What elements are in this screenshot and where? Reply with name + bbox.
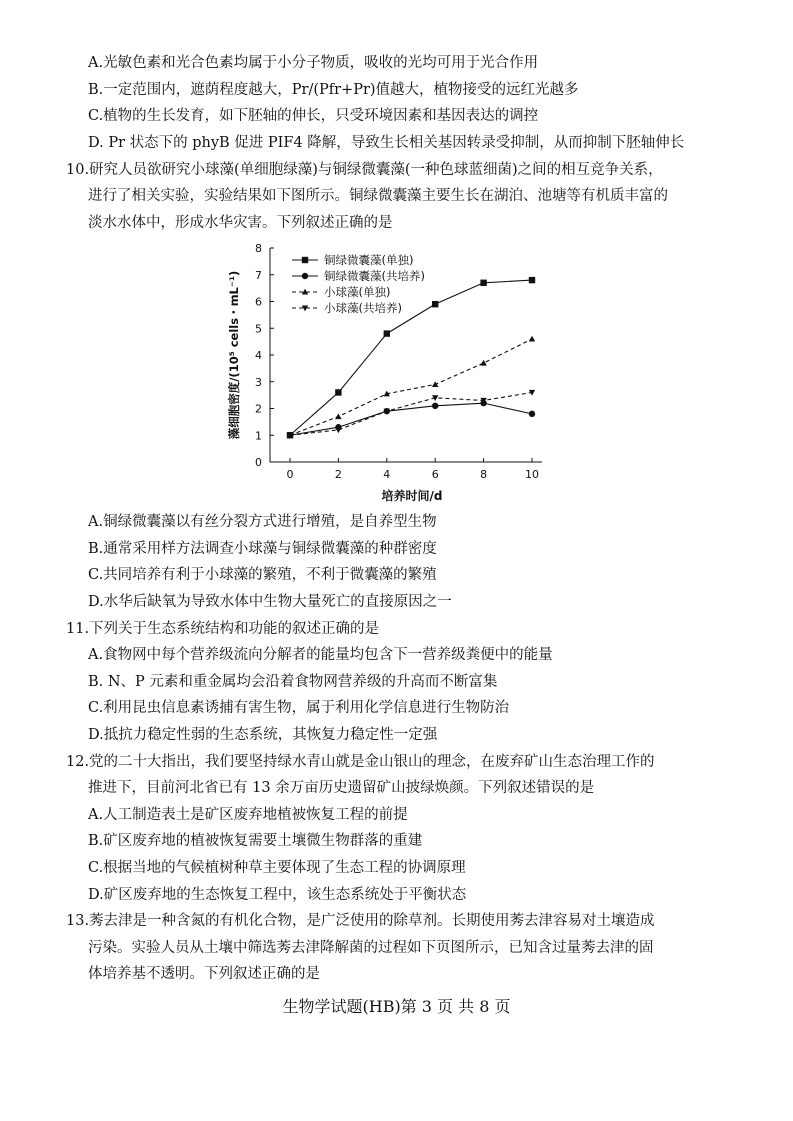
q9-option-d: D. Pr 状态下的 phyB 促进 PIF4 降解，导致生长相关基因转录受抑制，从而抑制下胚轴伸长 — [88, 135, 685, 151]
q11-option-d: D.抵抗力稳定性弱的生态系统，其恢复力稳定性一定强 — [88, 727, 438, 743]
series-0-point-4 — [480, 280, 486, 286]
q12-option-c: C.根据当地的气候植树种草主要体现了生态工程的协调原理 — [88, 860, 466, 876]
q12-option-d: D.矿区废弃地的生态恢复工程中，该生态系统处于平衡状态 — [88, 887, 467, 903]
q10-option-a: A.铜绿微囊藻以有丝分裂方式进行增殖，是自养型生物 — [88, 514, 437, 530]
q12-stem-line-2: 推进下，目前河北省已有 13 余万亩历史遗留矿山披绿焕颜。下列叙述错误的是 — [88, 780, 595, 796]
legend-marker-1 — [302, 273, 308, 279]
x-tick-label-3: 6 — [431, 468, 439, 481]
y-tick-label-8: 8 — [255, 242, 262, 255]
legend-label-1: 铜绿微囊藻(共培养) — [324, 269, 425, 283]
q10-option-b: B.通常采用样方法调查小球藻与铜绿微囊藻的种群密度 — [88, 541, 437, 557]
x-tick-label-1: 2 — [334, 468, 342, 481]
density-line-chart — [222, 236, 552, 510]
y-tick-label-2: 2 — [255, 402, 262, 416]
y-tick-label-1: 1 — [255, 429, 262, 443]
series-1-point-3 — [432, 403, 438, 409]
q9-option-c: C.植物的生长发育，如下胚轴的伸长，只受环境因素和基因表达的调控 — [88, 108, 539, 124]
y-tick-label-4: 4 — [255, 349, 262, 362]
q13-stem-line-2: 污染。实验人员从土壤中筛选莠去津降解菌的过程如下页图所示，已知含过量莠去津的固 — [88, 940, 654, 956]
y-tick-label-3: 3 — [255, 375, 262, 389]
y-tick-label-5: 5 — [255, 322, 262, 336]
q9-option-b: B.一定范围内，遮荫程度越大，Pr/(Pfr+Pr)值越大，植物接受的远红光越多 — [88, 82, 579, 98]
q11-option-b: B. N、P 元素和重金属均会沿着食物网营养级的升高而不断富集 — [88, 674, 498, 690]
series-line-1 — [290, 403, 532, 435]
series-2-point-5 — [529, 336, 535, 342]
y-tick-label-6: 6 — [255, 295, 262, 309]
q10-stem-line-2: 进行了相关实验，实验结果如下图所示。铜绿微囊藻主要生长在湖泊、池塘等有机质丰富的 — [88, 188, 668, 204]
x-tick-label-0: 0 — [286, 468, 294, 481]
series-2-point-3 — [432, 381, 438, 387]
page-footer: 生物学试题(HB)第 3 页 共 8 页 — [282, 997, 511, 1016]
y-axis-title: 藻细胞密度/(10⁵ cells・mL⁻¹) — [227, 270, 241, 440]
q12-option-a: A.人工制造表土是矿区废弃地植被恢复工程的前提 — [88, 807, 408, 823]
q10-stem-line-1: 10.研究人员欲研究小球藻(单细胞绿藻)与铜绿微囊藻(一种色球蓝细菌)之间的相互竞争关系， — [66, 162, 663, 178]
legend-label-3: 小球藻(共培养) — [324, 301, 402, 315]
q12-option-b: B.矿区废弃地的植被恢复需要土壤微生物群落的重建 — [88, 833, 423, 849]
q10-option-c: C.共同培养有利于小球藻的繁殖，不利于微囊藻的繁殖 — [88, 567, 437, 583]
legend-label-0: 铜绿微囊藻(单独) — [324, 253, 414, 267]
series-2-point-1 — [335, 413, 341, 419]
q11-option-a: A.食物网中每个营养级流向分解者的能量均包含下一营养级粪便中的能量 — [88, 647, 553, 663]
x-tick-label-2: 4 — [383, 468, 391, 481]
legend-label-2: 小球藻(单独) — [324, 285, 391, 299]
x-tick-label-4: 8 — [480, 468, 488, 481]
q13-stem-line-3: 体培养基不透明。下列叙述正确的是 — [88, 966, 320, 982]
series-0-point-1 — [335, 389, 341, 395]
y-tick-label-7: 7 — [255, 268, 262, 282]
series-1-point-5 — [529, 411, 535, 417]
series-line-2 — [290, 339, 532, 435]
q13-stem-line-1: 13.莠去津是一种含氮的有机化合物，是广泛使用的除草剂。长期使用莠去津容易对土壤造成 — [66, 913, 655, 929]
q10-option-d: D.水华后缺氧为导致水体中生物大量死亡的直接原因之一 — [88, 594, 452, 610]
q11-stem: 11.下列关于生态系统结构和功能的叙述正确的是 — [66, 621, 380, 637]
x-tick-label-5: 10 — [525, 468, 539, 481]
y-tick-label-0: 0 — [255, 456, 262, 469]
q9-option-a: A.光敏色素和光合色素均属于小分子物质，吸收的光均可用于光合作用 — [88, 55, 539, 71]
x-axis-title: 培养时间/d — [381, 489, 443, 503]
series-2-point-4 — [480, 360, 486, 366]
series-0-point-3 — [432, 301, 438, 307]
series-0-point-2 — [384, 330, 390, 336]
series-3-point-1 — [335, 427, 341, 433]
q12-stem-line-1: 12.党的二十大指出，我们要坚持绿水青山就是金山银山的理念，在废弃矿山生态治理工作的 — [66, 754, 655, 770]
q11-option-c: C.利用昆虫信息素诱捕有害生物，属于利用化学信息进行生物防治 — [88, 700, 510, 716]
series-0-point-5 — [529, 277, 535, 283]
q10-stem-line-3: 淡水水体中，形成水华灾害。下列叙述正确的是 — [88, 215, 393, 231]
legend-marker-0 — [302, 257, 308, 263]
